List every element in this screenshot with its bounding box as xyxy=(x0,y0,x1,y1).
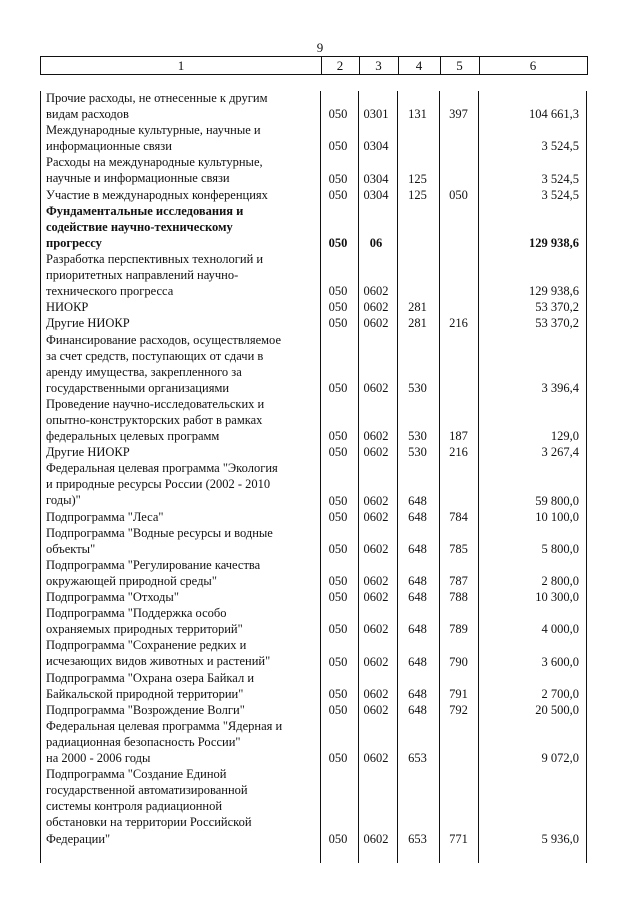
table-row xyxy=(40,187,586,203)
cell-amount: 53 370,2 xyxy=(535,316,579,331)
row-description xyxy=(46,637,316,669)
cell-expense-type xyxy=(439,493,478,509)
cell-ministry-code: 050 xyxy=(328,107,348,122)
cell-ministry-code: 050 xyxy=(328,300,348,315)
description-line: обстановки на территории Российской xyxy=(46,815,252,830)
description-line: федеральных целевых программ xyxy=(46,429,220,444)
cell-amount: 9 072,0 xyxy=(541,751,579,766)
row-description xyxy=(46,605,316,637)
cell-section-code: 06 xyxy=(369,235,383,250)
description-line: Федеральная целевая программа "Ядерная и xyxy=(46,718,283,733)
description-line: государственными организациями xyxy=(46,380,230,395)
header-col-5: 5 xyxy=(456,58,463,73)
cell-expense-type: 787 xyxy=(449,574,468,589)
cell-expense-type: 784 xyxy=(449,509,468,524)
cell-expense-type xyxy=(439,750,478,766)
cell-target-code: 648 xyxy=(408,541,427,556)
description-line: Подпрограмма "Создание Единой xyxy=(46,767,227,782)
row-description xyxy=(46,299,316,315)
cell-section-code: 0602 xyxy=(363,429,389,444)
cell-amount: 59 800,0 xyxy=(535,493,579,508)
row-description xyxy=(46,589,316,605)
description-line: аренду имущества, закрепленного за xyxy=(46,364,242,379)
table-row xyxy=(40,718,586,766)
table-row xyxy=(40,557,586,589)
cell-section-code: 0602 xyxy=(363,300,389,315)
header-divider xyxy=(398,57,399,74)
cell-ministry-code: 050 xyxy=(328,622,348,637)
description-line: годы)" xyxy=(46,493,81,508)
cell-amount: 10 100,0 xyxy=(535,509,579,524)
table-row xyxy=(40,90,586,122)
cell-section-code: 0602 xyxy=(363,493,389,508)
cell-target-code: 125 xyxy=(408,171,427,186)
row-description xyxy=(46,154,316,186)
description-line: исчезающих видов животных и растений" xyxy=(46,654,271,669)
row-description xyxy=(46,670,316,702)
description-line: содействие научно-техническому xyxy=(46,219,233,234)
row-description xyxy=(46,702,316,718)
header-col-4: 4 xyxy=(415,58,423,73)
cell-expense-type xyxy=(439,380,478,396)
row-description xyxy=(46,509,316,525)
cell-target-code xyxy=(397,138,438,154)
description-line: Подпрограмма "Отходы" xyxy=(46,590,179,605)
cell-expense-type: 187 xyxy=(449,429,468,444)
page-number: 9 xyxy=(316,40,324,55)
cell-section-code: 0602 xyxy=(363,702,389,717)
cell-amount: 2 800,0 xyxy=(541,574,579,589)
table-row xyxy=(40,251,586,299)
description-line: Подпрограмма "Водные ресурсы и водные xyxy=(46,525,273,540)
table-header xyxy=(40,56,588,75)
cell-target-code: 648 xyxy=(408,509,427,524)
table-row xyxy=(40,460,586,508)
description-line: технического прогресса xyxy=(46,284,174,299)
cell-section-code: 0602 xyxy=(363,831,389,846)
cell-section-code: 0602 xyxy=(363,541,389,556)
cell-amount: 3 267,4 xyxy=(541,445,579,460)
table-row xyxy=(40,605,586,637)
description-line: Федерации" xyxy=(46,831,111,846)
cell-expense-type xyxy=(439,299,478,315)
cell-section-code: 0602 xyxy=(363,316,389,331)
cell-target-code: 648 xyxy=(408,590,427,605)
cell-amount: 3 396,4 xyxy=(541,380,579,395)
cell-ministry-code: 050 xyxy=(328,654,348,669)
header-col-1: 1 xyxy=(177,58,185,73)
cell-section-code: 0304 xyxy=(363,187,389,202)
row-description xyxy=(46,90,316,122)
cell-amount: 3 524,5 xyxy=(541,187,579,202)
cell-section-code: 0602 xyxy=(363,654,389,669)
cell-target-code: 648 xyxy=(408,574,427,589)
description-line: радиационная безопасность России" xyxy=(46,734,241,749)
cell-section-code: 0301 xyxy=(363,107,389,122)
cell-target-code: 530 xyxy=(408,380,427,395)
table-row xyxy=(40,509,586,525)
description-line: прогрессу xyxy=(46,235,102,250)
description-line: научные и информационные связи xyxy=(46,171,230,186)
header-divider xyxy=(440,57,441,74)
cell-expense-type xyxy=(439,283,478,299)
cell-expense-type: 216 xyxy=(449,316,468,331)
cell-target-code xyxy=(397,283,438,299)
table-row xyxy=(40,203,586,251)
cell-target-code: 530 xyxy=(408,445,427,460)
cell-amount: 2 700,0 xyxy=(541,686,579,701)
header-divider xyxy=(359,57,360,74)
description-line: Другие НИОКР xyxy=(46,445,130,460)
description-line: на 2000 - 2006 годы xyxy=(46,751,151,766)
cell-ministry-code: 050 xyxy=(328,139,348,154)
cell-ministry-code: 050 xyxy=(328,284,348,299)
cell-target-code: 653 xyxy=(408,831,427,846)
description-line: и природные ресурсы России (2002 - 2010 xyxy=(46,477,271,492)
table-row xyxy=(40,332,586,396)
cell-section-code: 0602 xyxy=(363,622,389,637)
description-line: Подпрограмма "Сохранение редких и xyxy=(46,638,247,653)
table-row xyxy=(40,525,586,557)
cell-target-code: 653 xyxy=(408,751,427,766)
cell-target-code: 530 xyxy=(408,429,427,444)
cell-expense-type: 789 xyxy=(449,622,468,637)
description-line: приоритетных направлений научно- xyxy=(46,268,239,283)
cell-expense-type: 788 xyxy=(449,590,468,605)
cell-amount: 5 800,0 xyxy=(541,541,579,556)
cell-ministry-code: 050 xyxy=(328,831,348,846)
cell-ministry-code: 050 xyxy=(328,509,348,524)
cell-expense-type: 216 xyxy=(449,445,468,460)
cell-amount: 53 370,2 xyxy=(535,300,579,315)
cell-ministry-code: 050 xyxy=(328,574,348,589)
description-line: Финансирование расходов, осуществляемое xyxy=(46,332,281,347)
row-description xyxy=(46,460,316,508)
description-line: Подпрограмма "Леса" xyxy=(46,509,164,524)
table-row xyxy=(40,670,586,702)
table-right-border xyxy=(586,91,587,863)
cell-ministry-code: 050 xyxy=(328,686,348,701)
cell-ministry-code: 050 xyxy=(328,235,348,250)
cell-ministry-code: 050 xyxy=(328,590,348,605)
row-description xyxy=(46,122,316,154)
description-line: Другие НИОКР xyxy=(46,316,130,331)
header-col-6: 6 xyxy=(529,58,537,73)
table-row xyxy=(40,589,586,605)
cell-target-code: 281 xyxy=(408,316,427,331)
row-description xyxy=(46,251,316,299)
cell-amount: 3 524,5 xyxy=(541,139,579,154)
description-line: Расходы на международные культурные, xyxy=(46,155,263,170)
description-line: Подпрограмма "Регулирование качества xyxy=(46,557,261,572)
cell-ministry-code: 050 xyxy=(328,702,348,717)
cell-section-code: 0602 xyxy=(363,284,389,299)
description-line: Прочие расходы, не отнесенные к другим xyxy=(46,91,268,105)
cell-ministry-code: 050 xyxy=(328,429,348,444)
description-line: видам расходов xyxy=(46,107,129,122)
cell-target-code: 648 xyxy=(408,654,427,669)
description-line: Разработка перспективных технологий и xyxy=(46,252,264,266)
table-row xyxy=(40,299,586,315)
cell-expense-type: 785 xyxy=(449,541,468,556)
cell-amount: 3 524,5 xyxy=(541,171,579,186)
header-divider xyxy=(479,57,480,74)
cell-ministry-code: 050 xyxy=(328,541,348,556)
row-description xyxy=(46,525,316,557)
cell-amount: 129 938,6 xyxy=(529,235,579,250)
description-line: Подпрограмма "Охрана озера Байкал и xyxy=(46,670,255,685)
cell-section-code: 0602 xyxy=(363,380,389,395)
cell-target-code: 281 xyxy=(408,300,427,315)
cell-expense-type: 397 xyxy=(449,107,468,122)
cell-expense-type xyxy=(439,138,478,154)
row-description xyxy=(46,766,316,846)
row-description xyxy=(46,396,316,444)
cell-target-code: 648 xyxy=(408,493,427,508)
cell-ministry-code: 050 xyxy=(328,751,348,766)
cell-target-code xyxy=(397,235,438,251)
cell-amount: 10 300,0 xyxy=(535,590,579,605)
cell-amount: 3 600,0 xyxy=(541,654,579,669)
row-description xyxy=(46,315,316,331)
table-row xyxy=(40,122,586,154)
cell-ministry-code: 050 xyxy=(328,316,348,331)
table-row xyxy=(40,396,586,444)
description-line: Участие в международных конференциях xyxy=(46,187,268,202)
table-row xyxy=(40,315,586,331)
cell-ministry-code: 050 xyxy=(328,171,348,186)
row-description xyxy=(46,444,316,460)
description-line: Байкальской природной территории" xyxy=(46,686,244,701)
cell-expense-type xyxy=(439,235,478,251)
description-line: Международные культурные, научные и xyxy=(46,123,261,138)
cell-expense-type: 792 xyxy=(449,702,468,717)
description-line: НИОКР xyxy=(46,300,89,315)
cell-section-code: 0304 xyxy=(363,171,389,186)
cell-amount: 104 661,3 xyxy=(529,107,579,122)
description-line: Подпрограмма "Поддержка особо xyxy=(46,606,227,621)
cell-section-code: 0602 xyxy=(363,509,389,524)
row-description xyxy=(46,557,316,589)
table-row xyxy=(40,766,586,847)
cell-target-code: 648 xyxy=(408,702,427,717)
description-line: информационные связи xyxy=(46,139,172,154)
cell-amount: 129 938,6 xyxy=(529,284,579,299)
description-line: Федеральная целевая программа "Экология xyxy=(46,461,278,476)
description-line: охраняемых природных территорий" xyxy=(46,622,243,637)
cell-section-code: 0602 xyxy=(363,445,389,460)
cell-ministry-code: 050 xyxy=(328,445,348,460)
cell-amount: 129,0 xyxy=(550,429,579,444)
description-line: опытно-конструкторских работ в рамках xyxy=(46,412,263,427)
cell-section-code: 0602 xyxy=(363,574,389,589)
header-col-3: 3 xyxy=(375,58,382,73)
cell-target-code: 648 xyxy=(408,686,427,701)
cell-section-code: 0602 xyxy=(363,686,389,701)
description-line: государственной автоматизированной xyxy=(46,783,248,798)
cell-section-code: 0602 xyxy=(363,751,389,766)
description-line: Подпрограмма "Возрождение Волги" xyxy=(46,702,245,717)
cell-amount: 20 500,0 xyxy=(535,702,579,717)
cell-expense-type xyxy=(439,171,478,187)
cell-section-code: 0602 xyxy=(363,590,389,605)
cell-ministry-code: 050 xyxy=(328,493,348,508)
cell-target-code: 131 xyxy=(408,107,427,122)
cell-section-code: 0304 xyxy=(363,139,389,154)
cell-target-code: 648 xyxy=(408,622,427,637)
description-line: объекты" xyxy=(46,541,96,556)
table-row xyxy=(40,444,586,460)
header-divider xyxy=(321,57,322,74)
cell-ministry-code: 050 xyxy=(328,380,348,395)
cell-expense-type: 771 xyxy=(449,831,468,846)
cell-expense-type: 791 xyxy=(449,686,468,701)
description-line: Фундаментальные исследования и xyxy=(46,203,244,218)
table-row xyxy=(40,637,586,669)
cell-expense-type: 790 xyxy=(449,654,468,669)
description-line: окружающей природной среды" xyxy=(46,573,217,588)
header-col-2: 2 xyxy=(336,58,344,73)
row-description xyxy=(46,332,316,396)
row-description xyxy=(46,203,316,251)
table-row xyxy=(40,702,586,718)
cell-ministry-code: 050 xyxy=(328,187,348,202)
table-row xyxy=(40,154,586,186)
cell-amount: 5 936,0 xyxy=(541,831,579,846)
cell-expense-type: 050 xyxy=(449,187,468,202)
description-line: за счет средств, поступающих от сдачи в xyxy=(46,348,264,363)
cell-amount: 4 000,0 xyxy=(541,622,579,637)
row-description xyxy=(46,187,316,203)
cell-target-code: 125 xyxy=(408,187,427,202)
row-description xyxy=(46,718,316,766)
description-line: системы контроля радиационной xyxy=(46,799,223,814)
description-line: Проведение научно-исследовательских и xyxy=(46,396,265,411)
